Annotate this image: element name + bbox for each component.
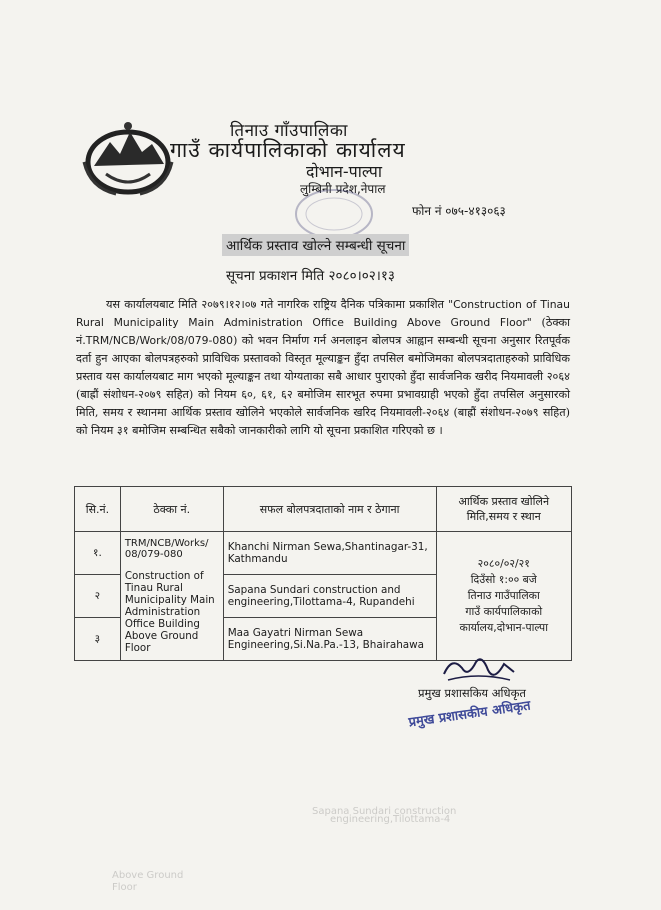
contract-number: TRM/NCB/Works/ 08/079-080 [124,538,209,560]
bleed-through-text: engineering,Tilottama-4 [330,814,451,825]
bidder-name: Khanchi Nirman Sewa,Shantinagar-31, Kathmandu [223,532,436,575]
row-sn: १. [75,532,121,575]
contract-cell [120,532,223,661]
header-contract: ठेक्का नं. [120,487,223,532]
row-sn: २ [75,575,121,618]
body-part1: यस कार्यालयबाट मिति २०७९।१२।०७ गते नागरिक राष्ट्रिय दैनिक पत्रिकामा प्रकाशित [106,298,444,311]
signatory-stamp: प्रमुख प्रशासकीय अधिकृत [407,698,532,731]
office-name: गाउँ कार्यपालिकाको कार्यालय [170,138,406,162]
phone-number: फोन नं ०७५-४१३०६३ [412,204,506,218]
publication-date: सूचना प्रकाशन मिति २०८०।०२।१३ [226,268,395,284]
bleed-through-text: Floor [112,882,137,893]
project-title-en: "Construction of Tinau Rural Municipality Main Administration Office Building Above Ground Floor" [76,298,570,329]
signature [438,652,518,686]
office-location: दोभान-पाल्पा [306,162,383,181]
opening-time: दिउँसो १:०० बजे [470,573,537,586]
opening-place-line3: कार्यालय,दोभान-पाल्पा [459,621,548,634]
contract-name: Construction of Tinau Rural Municipality Main Administration Office Building Above Ground Floor [124,570,215,654]
notice-body [76,296,570,440]
bid-table [74,486,572,661]
opening-place-line1: तिनाउ गाउँपालिका [467,589,540,602]
table-row [75,532,572,575]
bleed-through-text: Sapana Sundari construction [312,806,457,817]
header-sn: सि.नं. [75,487,121,532]
header-bidder: सफल बोलपत्रदाताको नाम र ठेगाना [223,487,436,532]
notice-title: आर्थिक प्रस्ताव खोल्ने सम्बन्धी सूचना [222,234,409,256]
opening-cell [436,532,571,661]
bidder-name: Sapana Sundari construction and engineering,Tilottama-4, Rupandehi [223,575,436,618]
municipality-emblem [76,118,180,200]
table-header-row [75,487,572,532]
row-sn: ३ [75,618,121,661]
province-name: लुम्बिनी प्रदेश,नेपाल [300,182,386,196]
header-opening: आर्थिक प्रस्ताव खोलिने मिति,समय र स्थान [436,487,571,532]
opening-place-line2: गाउँ कार्यपालिकाको [465,605,543,618]
municipality-name: तिनाउ गाँउपालिका [230,121,348,141]
contract-reference: TRM/NCB/Work/08/079-080 [85,334,233,347]
body-part3: ) को भवन निर्माण गर्न अनलाइन बोलपत्र आह्वान सम्बन्धी सूचना अनुसार रितपूर्वक दर्ता हुन आएका बोलपत्रहरुको प्राविधिक प्रस्तावको विस्तृत मूल्याङ्कन हुँदा तपसिल बमोजिमका बोलपत्रदाताहरुको प्राविधिक प्रस्ताव यस कार्यालयबाट माग भएको मूल्याङ्कन तथा योग्यताका सबै आधार पुराएको हुँदा सार्वजनिक खरीद नियमावली २०६४ (बाह्रौं संशोधन-२०७९ सहित) को नियम ६०, ६१, ६२ बमोजिम सारभूत रुपमा प्रभावग्राही भएको हुँदा तपसिल अनुसारको मिति, समय र स्थानमा आर्थिक प्रस्ताव खोलिने भएकोले सार्वजनिक खरिद नियमावली-२०६४ (बाह्रौं संशोधन-२०७९ सहित) को नियम ३१ बमोजिम सम्बन्धित सबैको जानकारीको लागि यो सूचना प्रकाशित गरिएको छ । [76,334,570,437]
opening-date: २०८०/०२/२१ [477,557,530,570]
body-part2: (ठेक्का नं. [76,316,570,347]
signatory-title: प्रमुख प्रशासकिय अधिकृत [418,686,526,700]
bidder-name: Maa Gayatri Nirman Sewa Engineering,Si.Na.Pa.-13, Bhairahawa [223,618,436,661]
bleed-through-text: Above Ground [112,870,184,881]
